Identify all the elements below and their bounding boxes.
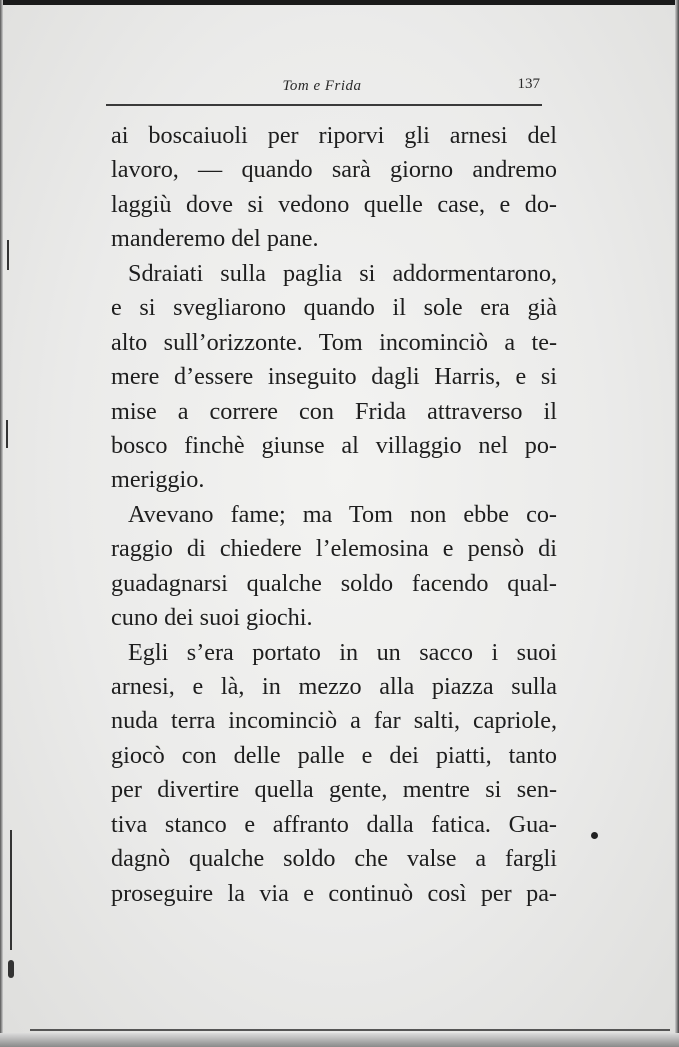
scan-edge-right [675,0,679,1047]
scan-edge-top [0,0,679,5]
margin-mark [6,420,8,448]
scan-edge-bottom [0,1033,679,1047]
ink-spot [591,832,598,839]
margin-mark [10,830,12,950]
text-line: tiva stanco e affranto dalla fatica. Gua- [111,810,557,838]
margin-mark [7,240,9,270]
text-line: Avevano fame; ma Tom non ebbe co- [128,500,557,528]
body-text [111,119,557,911]
text-line: lavoro, — quando sarà giorno andremo [111,156,557,184]
text-line: dagnò qualche soldo che valse a fargli [111,845,557,873]
text-line: mere d’essere inseguito dagli Harris, e si [111,363,557,391]
text-line: bosco finchè giunse al villaggio nel po- [111,431,557,459]
text-line: Egli s’era portato in un sacco i suoi [128,638,557,666]
scan-edge-left [0,0,3,1047]
text-line: e si svegliarono quando il sole era già [111,294,557,322]
margin-mark [8,960,14,978]
page-header [102,76,542,98]
text-line: manderemo del pane. [111,225,319,253]
text-line: arnesi, e là, in mezzo alla piazza sulla [111,673,557,700]
text-line: Sdraiati sulla paglia si addormentarono, [128,259,557,287]
header-rule [106,104,542,106]
text-line: nuda terra incominciò a far salti, capriole, [111,707,557,735]
bottom-binding-line [30,1029,670,1031]
page-number: 137 [517,76,540,92]
text-line: raggio di chiedere l’elemosina e pensò di [111,535,557,563]
text-line: laggiù dove si vedono quelle case, e do- [111,190,557,218]
text-line: proseguire la via e continuò così per pa- [111,879,557,907]
text-line: per divertire quella gente, mentre si sen- [111,776,557,804]
text-line: alto sull’orizzonte. Tom incominciò a te- [111,328,557,356]
text-line: mise a correre con Frida attraverso il [111,397,557,425]
text-line: guadagnarsi qualche soldo facendo qual- [111,569,557,597]
running-title: Tom e Frida [282,78,362,94]
text-line: ai boscaiuoli per riporvi gli arnesi del [111,122,557,149]
text-line: meriggio. [111,466,205,494]
text-line: cuno dei suoi giochi. [111,604,313,632]
text-line: giocò con delle palle e dei piatti, tanto [111,741,557,769]
